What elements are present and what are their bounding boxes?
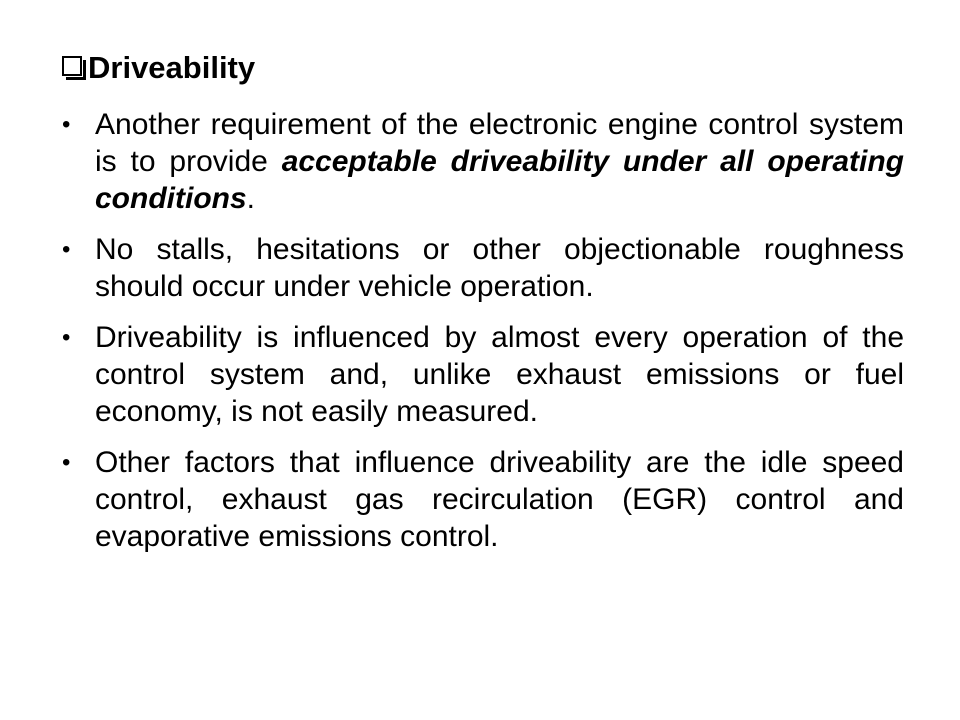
bullet-emphasis: acceptable driveability under all operating conditions	[95, 145, 904, 215]
bullet-item	[62, 106, 904, 217]
bullet-item	[62, 231, 904, 305]
bullet-text-part: .	[246, 182, 255, 215]
bullet-list	[62, 106, 904, 569]
bullet-text: Other factors that influence driveability are the idle speed control, exhaust gas recirculation (EGR) control and evaporative emissions control.	[95, 446, 904, 553]
bullet-text-part: Another requirement of the electronic engine control system is to provide	[95, 108, 904, 178]
bullet-item	[62, 319, 904, 430]
bullet-item	[62, 444, 904, 555]
bullet-dot-icon: •	[62, 236, 71, 263]
slide-heading	[62, 50, 255, 86]
bullet-dot-icon: •	[62, 324, 71, 351]
checkbox-icon	[62, 56, 82, 76]
bullet-dot-icon: •	[62, 111, 71, 138]
bullet-text: Driveability is influenced by almost every operation of the control system and, unlike exhaust emissions or fuel economy, is not easily measured.	[95, 321, 904, 428]
bullet-text	[95, 108, 904, 215]
heading-title: Driveability	[88, 50, 256, 85]
bullet-text: No stalls, hesitations or other objectionable roughness should occur under vehicle operation.	[95, 233, 904, 303]
bullet-dot-icon: •	[62, 449, 71, 476]
